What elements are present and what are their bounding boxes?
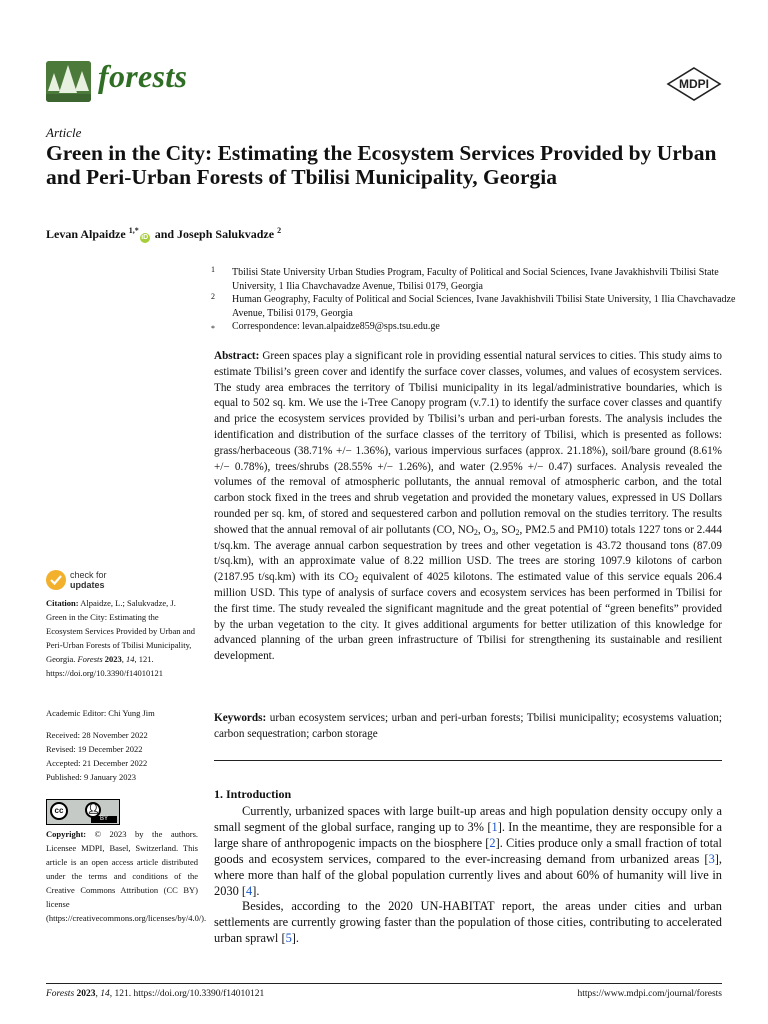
- affiliation-text: Human Geography, Faculty of Political and Social Sciences, Ivane Javakhishvili Tbilisi State University, 1 Ilia Chavchavadze Avenue, Tbilisi 0179, Georgia: [232, 294, 736, 319]
- abstract-text: equivalent of 4025 kilotons. The estimated value of this service equals 206.4 million USD. This type of analysis of surface covers and ecosystem services has been performed in Tbilisi for the first time. The study revealed the significant magnitude and the great potential of “green benefits” provided by the urban vegetation to the city. It gives additional arguments for better utilization of this knowledge for advanced planning of the urban green infrastructure of Tbilisi for strengthening its sustainable and resilient development.: [214, 571, 722, 663]
- publisher-logo: [666, 67, 722, 101]
- introduction-body: [214, 804, 722, 947]
- abstract: [214, 349, 722, 665]
- paragraph-text: ]. In the meantime, they are responsible for a large share of anthropogenic impacts on the biosphere [: [214, 819, 722, 850]
- paragraph-text: ], where more than half of the global population currently lives and about 60% of humanity will live in 2030 [: [214, 851, 722, 898]
- footer-volume: 14: [100, 989, 110, 999]
- date-received: Received: 28 November 2022: [46, 730, 148, 740]
- abstract-text: , SO: [495, 523, 516, 536]
- author-name[interactable]: Levan Alpaidze: [46, 227, 126, 241]
- reference-link[interactable]: 3: [708, 851, 715, 866]
- reference-link[interactable]: 4: [246, 883, 253, 898]
- publisher-name: MDPI: [679, 77, 709, 91]
- section-heading: 1. Introduction: [214, 787, 292, 801]
- cc-icon: cc: [50, 802, 68, 820]
- affiliation-1: [211, 265, 734, 294]
- footer-journal-url[interactable]: https://www.mdpi.com/journal/forests: [577, 989, 722, 999]
- abstract-text: , PM2.5 and PM10) totals 1227 tons or 2.444 t/sq.km. The average annual carbon sequestration by trees and other vegetation is 43.72 thousand tons (87.09 t/sq.km), with an approximate value of 8.22 million USD. The trees are storing 1097.9 kilotons of carbon (2187.95 t/sq.km) with its CO: [214, 523, 722, 584]
- correspondence: [211, 320, 734, 334]
- page-title: Green in the City: Estimating the Ecosystem Services Provided by Urban and Peri-Urban Forests of Tbilisi Municipality, Georgia: [46, 141, 717, 189]
- citation: Citation: Alpaidze, L.; Salukvadze, J. Green in the City: Estimating the Ecosystem Services Provided by Urban and Peri-Urban Forests of Tbilisi Municipality, Georgia. Forests 2023, 14, 121. https://doi.org/10.3390/f14010121: [46, 598, 195, 678]
- footer-doi[interactable]: , 121. https://doi.org/10.3390/f14010121: [109, 989, 265, 999]
- paragraph-text: Currently, urbanized spaces with large built-up areas and high population density occupy only a small segment of the global surface, ranging up to 3% [: [214, 804, 722, 834]
- check-label: check for: [70, 570, 107, 580]
- affiliation-marker: 1: [211, 265, 215, 274]
- check-icon: [46, 570, 66, 590]
- copyright: [46, 827, 207, 925]
- reference-link[interactable]: 1: [491, 819, 498, 834]
- paragraph-text: Besides, according to the 2020 UN-HABITAT report, the areas under cities and urban settlements are currently growing faster than the population of those cities, contributing to accelerated urban sprawl [: [214, 899, 722, 946]
- paragraph: [214, 804, 722, 899]
- abstract-label: Abstract:: [214, 350, 260, 362]
- footer-divider: [46, 983, 722, 984]
- correspondence-text[interactable]: Correspondence: levan.alpaidze859@sps.tsu.edu.ge: [232, 321, 440, 332]
- by-label: BY: [91, 816, 117, 823]
- section-divider: [214, 760, 722, 761]
- affiliation-marker: 2: [211, 292, 215, 301]
- author-name[interactable]: Joseph Salukvadze: [177, 227, 275, 241]
- subscript: 3: [491, 527, 496, 537]
- date-published: Published: 9 January 2023: [46, 772, 136, 782]
- person-icon: 👤︎: [85, 802, 101, 818]
- reference-link[interactable]: 5: [285, 931, 292, 946]
- affiliation-2: [211, 292, 736, 321]
- footer-journal: Forests: [46, 989, 75, 999]
- paragraph-text: ]. Cities produce only a small fraction of total goods and ecosystem services, compared to the ever-increasing demand from urbanized areas [: [214, 835, 722, 866]
- subscript: 2: [473, 527, 478, 537]
- citation-journal: Forests: [77, 654, 103, 664]
- citation-doi[interactable]: , 121. https://doi.org/10.3390/f14010121: [46, 654, 163, 678]
- abstract-text: Green spaces play a significant role in providing essential natural services to cities. This study aims to estimate Tbilisi’s green cover and identify the surface cover classes, volumes, and values of ecosystem services. The study area embraces the territory of Tbilisi municipality in its legal/administrative boundaries, which is equal to 502 sq. km. We use the i-Tree Canopy program (v.7.1) to identify the surface cover classes and quantify and price the ecosystem services provided by Tbilisi’s urban and peri-urban forests. The analysis includes the identification and distribution of the surface classes of the territory of Tbilisi, which is presented as follows: grass/herbaceous (38.71% +/− 1.36%), various impervious surfaces (approx. 21.18%), soil/bare ground (8.61% +/− 0.78%), trees/shrubs (28.55% +/− 1.26%), and water (2.95% +/− 0.47) surfaces. Analysis revealed the volumes of the removal of atmospheric pollutants, the annual removal of atmospheric carbon, and the total carbon stock fixed in the trees and shrub vegetation and provided the monetary values, expressed in US Dollars rounded per sq. km, of stored and sequestered carbon and pollution removal on the studies territory. The results showed that the annual removal of air pollutants (CO, NO: [214, 350, 722, 536]
- article-type: Article: [46, 125, 82, 140]
- affiliation-text: Tbilisi State University Urban Studies Program, Faculty of Political and Social Sciences, Ivane Javakhishvili Tbilisi State University, 1 Ilia Chavchavadze Avenue, Tbilisi 0179, Georgia: [232, 267, 719, 292]
- paragraph: [214, 899, 722, 947]
- abstract-text: , O: [477, 523, 492, 536]
- copyright-text: © 2023 by the authors. Licensee MDPI, Basel, Switzerland. This article is an open access article distributed under the terms and conditions of the Creative Commons Attribution (CC BY) license (https://creativecommons.org/licenses/by/4.0/).: [46, 829, 207, 923]
- author-joiner: and: [154, 227, 175, 241]
- keywords-text: urban ecosystem services; urban and peri-urban forests; Tbilisi municipality; ecosystems valuation; carbon sequestration; carbon storage: [214, 712, 723, 740]
- affiliation-marker: *: [211, 324, 215, 333]
- keywords: [214, 711, 722, 743]
- journal-name: forests: [98, 58, 188, 94]
- orcid-icon[interactable]: iD: [141, 234, 149, 241]
- author-list: [46, 226, 281, 243]
- subscript: 2: [515, 527, 520, 537]
- copyright-label: Copyright:: [46, 829, 87, 839]
- academic-editor: Academic Editor: Chi Yung Jim: [46, 708, 155, 718]
- date-revised: Revised: 19 December 2022: [46, 744, 143, 754]
- citation-year: 2023: [104, 654, 122, 664]
- paragraph-text: ].: [291, 931, 300, 946]
- citation-volume: 14: [126, 654, 135, 664]
- cc-license-badge[interactable]: [46, 799, 120, 825]
- paragraph-text: ].: [252, 883, 260, 898]
- author-affiliation-marker: 2: [277, 226, 282, 235]
- subscript: 2: [354, 575, 359, 585]
- footer-year: 2023: [76, 989, 96, 999]
- check-for-updates-button[interactable]: [46, 569, 126, 593]
- reference-link[interactable]: 2: [489, 835, 496, 850]
- date-accepted: Accepted: 21 December 2022: [46, 758, 148, 768]
- author-affiliation-marker: 1,*: [128, 226, 139, 235]
- updates-label: updates: [70, 580, 105, 590]
- keywords-label: Keywords:: [214, 712, 267, 724]
- citation-text: Alpaidze, L.; Salukvadze, J. Green in the City: Estimating the Ecosystem Services Provided by Urban and Peri-Urban Forests of Tbilisi Municipality, Georgia.: [46, 598, 195, 664]
- citation-label: Citation:: [46, 598, 79, 608]
- journal-logo-icon: [46, 61, 91, 102]
- footer-citation: Forests 2023, 14, 121. https://doi.org/10.3390/f14010121: [46, 989, 265, 999]
